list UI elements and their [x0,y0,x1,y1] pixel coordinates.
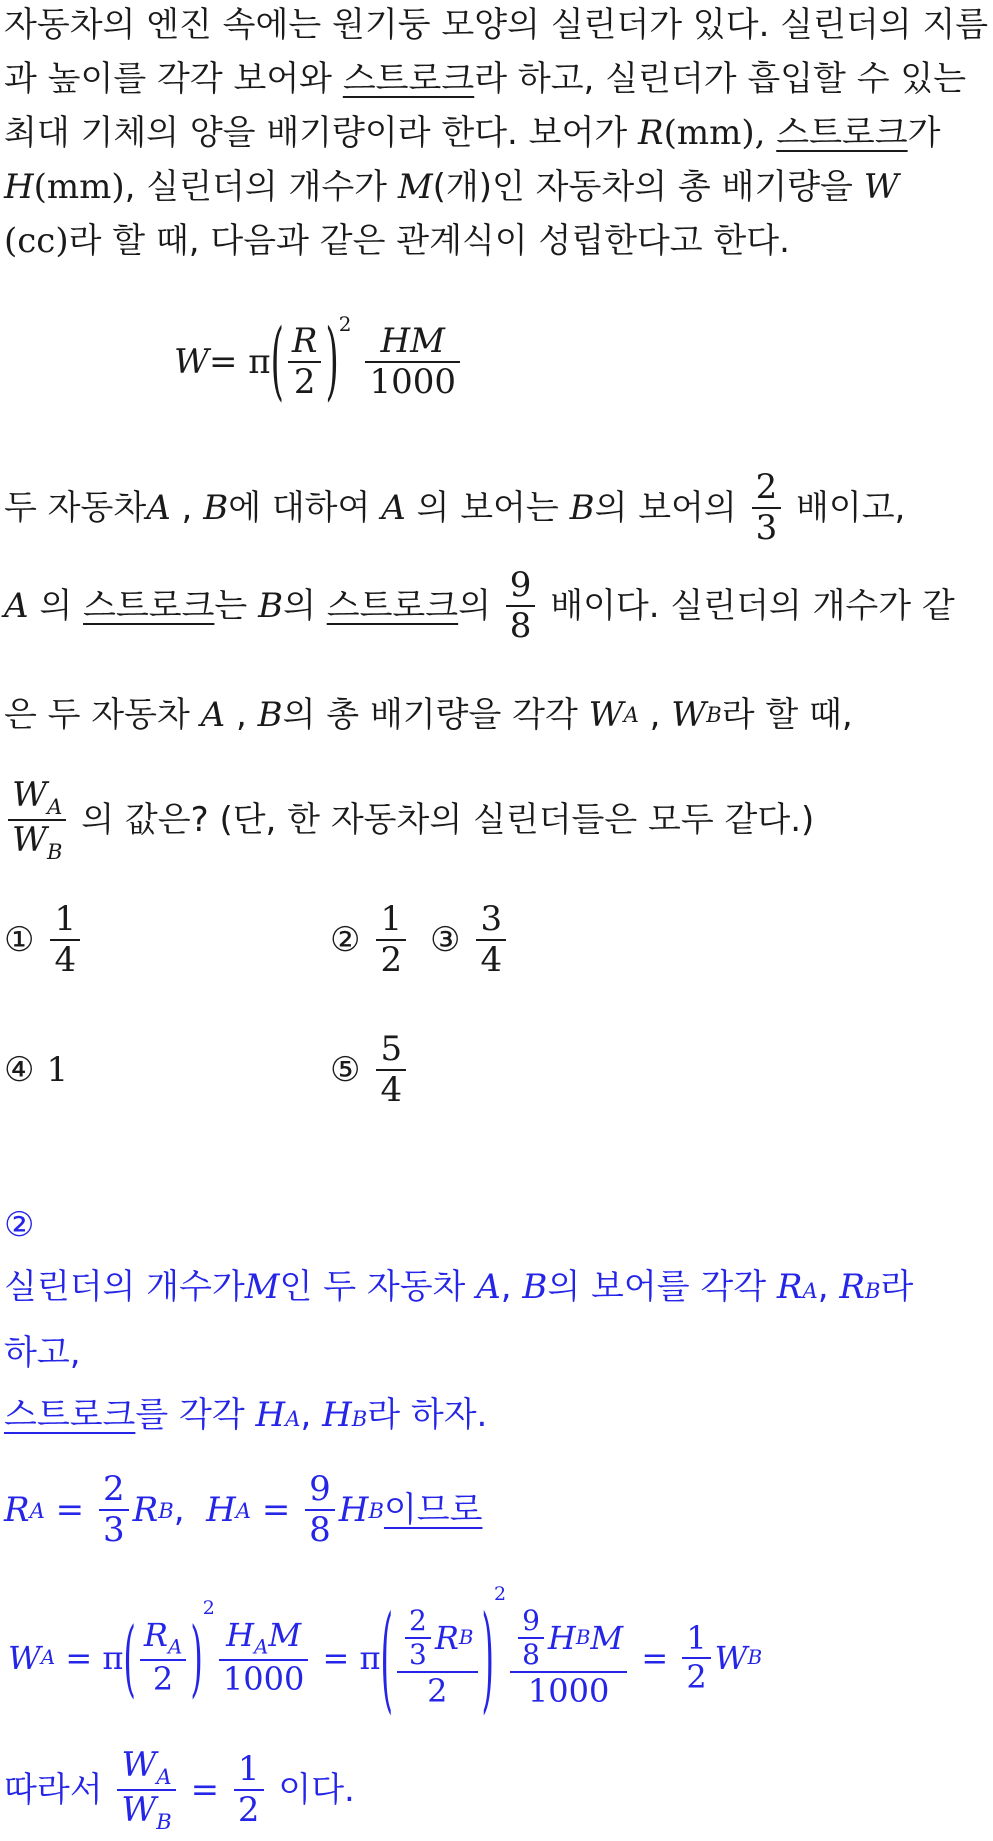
choice-value: 1 [46,1050,69,1090]
stroke-term: 스트로크 [776,113,908,153]
var-B: B [569,488,595,529]
choice-number: ② [330,920,361,961]
left-paren: ( [123,1608,136,1707]
fraction-WA-WB: $\frac{W_A}{W_B}$ [8,776,66,864]
problem-line-8: 은 두 자동차 A , B 의 총 배기량을 각각 W A , W B 라 할 때, [4,695,853,735]
equals-pi: = π [208,342,271,383]
var-R: R [132,1490,159,1531]
var-B: B [522,1267,548,1307]
exponent-2: 2 [202,1597,215,1619]
stroke-term: 스트로크 [4,1395,136,1435]
unit-cc: (cc) [4,221,69,261]
problem-text: 과 높이를 각각 보어와 [4,59,343,99]
solution-text: 인 두 자동차 [279,1267,477,1307]
right-paren: ) [190,1608,203,1707]
fraction-9-8: $\frac{9}{8}$ [305,1470,335,1550]
choice-number: ⑤ [330,1050,361,1091]
problem-text: 배이고, [785,488,906,529]
right-paren: ) [325,312,339,413]
stroke-term: 스트로크 [326,586,459,627]
fraction-WA-WB: $\frac{W_A}{W_B}$ [117,1746,175,1834]
left-paren: ( [380,1589,393,1726]
solution-text: 하고, [4,1333,81,1373]
exponent-2: 2 [493,1583,507,1605]
solution-conclusion: 따라서 $\frac{W_A}{W_B}$ = $\frac{1}{2}$ 이다. [4,1745,355,1835]
var-A: A [146,488,171,529]
solution-text: 따라서 [4,1770,114,1811]
problem-text: 자동차의 엔진 속에는 원기둥 모양의 실린더가 있다. 실린더의 지름 [4,5,989,45]
solution-text: 실린더의 개수가 [4,1267,245,1307]
choice-number: ④ [4,1050,35,1090]
problem-line-9 [4,776,814,864]
choice-2[interactable] [330,900,410,980]
stroke-term: 스트로크 [83,586,215,627]
var-R: R [776,1267,803,1307]
problem-text: 의 [283,586,327,627]
fraction-R-over-2: $\frac{R}{2}$ [288,322,322,402]
problem-text: 의 총 배기량을 각각 [282,695,589,735]
displacement-formula [174,312,464,413]
solution-text: 의 보어를 각각 [547,1267,777,1307]
solution-line-4: R A = $\frac{2}{3}$ R B , H A = $\frac{9}{8}$ H B 이므로 [4,1469,483,1551]
var-H: H [206,1490,236,1531]
problem-line-2 [4,59,967,99]
var-M: M [397,167,433,207]
unit-mm: (mm) [33,167,125,207]
problem-text: 의 [458,586,502,627]
choice-number: ③ [430,920,461,961]
choice-3[interactable] [430,900,510,980]
problem-text: 두 자동차 [4,488,147,529]
choice-fraction: $\frac{5}{4}$ [376,1030,406,1110]
choice-5[interactable] [330,1030,410,1110]
solution-text: 를 각각 [135,1395,256,1435]
problem-line-5 [4,221,790,261]
var-W: W [174,342,209,383]
problem-text: 라 하고, 실린더가 흡입할 수 있는 [474,59,967,99]
unit-mm: (mm), [663,113,777,153]
problem-text: , 실린더의 개수가 [124,167,398,207]
subscript-B: B [706,702,722,728]
var-R: R [4,1490,30,1531]
answer-mark: ② [4,1205,35,1245]
var-B: B [258,586,284,627]
choice-fraction: $\frac{1}{2}$ [376,900,406,980]
left-paren: ( [270,312,284,413]
problem-text: 최대 기체의 양을 배기량이라 한다. 보어가 [4,113,638,153]
fraction-HM-over-1000: $\frac{HM}{1000}$ [365,322,460,402]
var-W: W [588,695,624,735]
subscript-A: A [623,702,639,728]
fraction-nested-RB: $\frac{2}{3}$ R B 2 [397,1605,478,1710]
problem-text: 라 할 때, 다음과 같은 관계식이 성립한다고 한다. [68,221,790,261]
problem-line-3 [4,113,941,153]
exponent-2: 2 [338,312,352,336]
problem-text: 에 대하여 [228,488,382,529]
solution-text: 라 하자. [367,1395,488,1435]
fraction-HAM-over-1000: $\frac{H_AM}{1000}$ [219,1617,308,1698]
problem-text: 라 할 때, [721,695,853,735]
var-A: A [381,488,406,529]
var-W: W [863,167,899,207]
var-H: H [255,1395,286,1435]
fraction-2-3: $\frac{2}{3}$ [99,1470,129,1550]
stroke-term: 스트로크 [342,59,475,99]
choice-fraction: $\frac{3}{4}$ [476,900,506,980]
problem-line-4 [4,167,899,207]
var-M: M [244,1267,280,1307]
fraction-1-2: $\frac{1}{2}$ [682,1620,710,1696]
problem-text: 의 값은? (단, 한 자동차의 실린더들은 모두 같다.) [70,800,815,841]
solution-text: 이다. [267,1770,355,1811]
solution-line-1: 실린더의 개수가 M 인 두 자동차 A , B 의 보어를 각각 R A , R B 라 [4,1267,914,1307]
fraction-RA-over-2: $\frac{R_A}{2}$ [140,1617,186,1698]
solution-equation: W A = π ( $\frac{R_A}{2}$ ) 2 $\frac{H_AM}{1000}$ = π ( $\frac{2}{3}$ R B 2 ) 2 $\frac{9}{8}$ H B M 1000 = $\frac{1}{2}$ W B [8,1583,763,1726]
var-A: A [476,1267,501,1307]
problem-text: 는 [214,586,259,627]
fraction-2-3: $\frac{2}{3}$ [752,468,782,548]
var-H: H [338,1490,369,1531]
var-W: W [714,1638,748,1677]
choice-4[interactable] [4,1050,68,1090]
fraction-1-2: $\frac{1}{2}$ [234,1750,264,1830]
problem-line-1 [4,5,989,45]
problem-text: 의 보어의 [594,488,748,529]
var-R: R [839,1267,865,1307]
var-B: B [257,695,283,735]
fraction-nested-HB: $\frac{9}{8}$ H B M 1000 [510,1605,627,1710]
problem-line-6: 두 자동차 A , B 에 대하여 A 의 보어는 B 의 보어의 $\frac{2}{3}$ 배이고, [4,467,906,549]
choice-number: ① [4,920,35,961]
solution-answer [4,1205,35,1245]
problem-text: 의 [28,586,84,627]
choice-1[interactable] [4,900,84,980]
var-W: W [671,695,707,735]
var-A: A [200,695,226,735]
solution-line-3: 스트로크 를 각각 H A , H B 라 하자. [4,1395,488,1435]
var-B: B [203,488,229,529]
var-A: A [4,586,29,627]
problem-text: 배이다. 실린더의 개수가 같 [539,586,955,627]
choice-fraction: $\frac{1}{4}$ [50,900,80,980]
right-paren: ) [481,1589,494,1726]
var-H: H [4,167,34,207]
fraction-9-8: $\frac{9}{8}$ [506,566,536,646]
problem-text: 의 보어는 [405,488,570,529]
problem-text: (개)인 자동차의 총 배기량을 [432,167,864,207]
solution-line-2 [4,1333,81,1373]
var-R: R [638,113,664,153]
solution-text: 이므로 [383,1490,483,1531]
problem-text: 가 [907,113,941,153]
problem-text: 은 두 자동차 [4,695,201,735]
var-H: H [322,1395,352,1435]
solution-text: 라 [880,1267,914,1307]
problem-line-7 [4,566,955,646]
var-W: W [8,1638,41,1677]
